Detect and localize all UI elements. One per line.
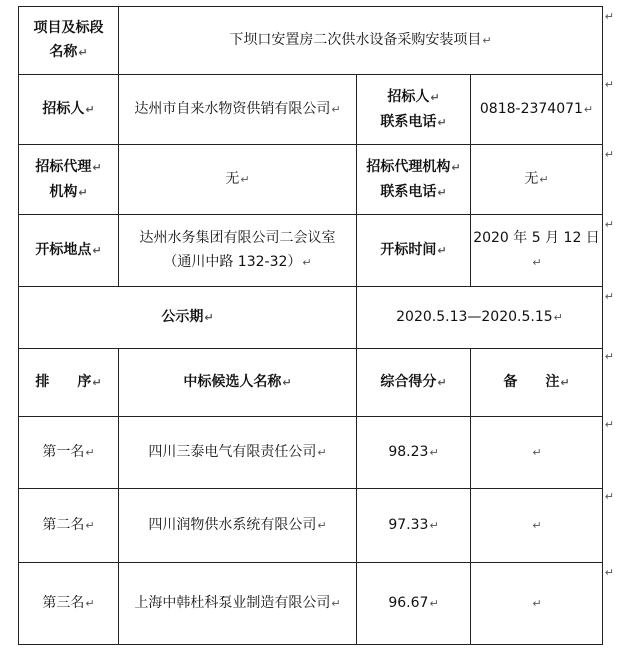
project-name: 下坝口安置房二次供水设备采购安装项目 <box>229 32 482 48</box>
tenderer-phone-label-line2: 联系电话 <box>380 113 437 130</box>
agency-phone-label-cell <box>357 145 471 215</box>
note-cell <box>471 563 603 645</box>
tenderer-phone-cell <box>471 75 603 145</box>
opening-place-label-cell <box>19 215 119 287</box>
paragraph-mark: ↵ <box>532 597 542 610</box>
paragraph-mark: ↵ <box>532 256 542 269</box>
paragraph-mark: ↵ <box>532 446 542 459</box>
name-header-cell <box>119 349 357 417</box>
opening-place-label: 开标地点 <box>35 242 92 258</box>
paragraph-mark: ↵ <box>437 244 447 257</box>
paragraph-mark: ↵ <box>437 115 447 129</box>
name-header: 中标候选人名称 <box>183 374 282 390</box>
score: 96.67 <box>388 595 429 611</box>
row-end-mark: ↵ <box>604 10 614 23</box>
agency-value-cell <box>119 145 357 215</box>
agency-row <box>19 145 603 215</box>
row-end-mark: ↵ <box>604 78 614 91</box>
agency-label-cell <box>19 145 119 215</box>
publicity-row <box>19 287 603 349</box>
publicity-value-cell <box>357 287 603 349</box>
agency-phone-label-line2: 联系电话 <box>380 183 437 200</box>
opening-time-label: 开标时间 <box>380 242 437 258</box>
paragraph-mark: ↵ <box>451 160 461 174</box>
score-header-cell <box>357 349 471 417</box>
paragraph-mark: ↵ <box>85 597 95 610</box>
agency-label-line2: 机构 <box>49 183 78 200</box>
candidate-name: 上海中韩杜科泵业制造有限公司 <box>134 595 331 611</box>
candidate-name-cell <box>119 489 357 563</box>
paragraph-mark: ↵ <box>317 446 327 459</box>
note-cell <box>471 417 603 489</box>
note-header-a: 备 <box>503 374 518 390</box>
rank: 第三名 <box>42 595 85 611</box>
candidate-name-cell <box>119 417 357 489</box>
note-cell <box>471 489 603 563</box>
paragraph-mark: ↵ <box>85 446 95 459</box>
paragraph-mark: ↵ <box>240 173 250 186</box>
opening-time: 2020 年 5 月 12 日 <box>473 230 600 246</box>
row-end-mark: ↵ <box>604 490 614 503</box>
row-end-mark: ↵ <box>604 566 614 579</box>
tenderer-label-cell <box>19 75 119 145</box>
paragraph-mark: ↵ <box>302 256 312 269</box>
paragraph-mark: ↵ <box>532 519 542 532</box>
row-end-mark: ↵ <box>604 290 614 303</box>
paragraph-mark: ↵ <box>429 597 439 610</box>
row-end-mark: ↵ <box>604 218 614 231</box>
project-row <box>19 7 603 75</box>
score: 97.33 <box>388 517 429 533</box>
opening-time-cell <box>471 215 603 287</box>
paragraph-mark: ↵ <box>92 244 102 257</box>
candidate-name: 四川三泰电气有限责任公司 <box>148 444 317 460</box>
paragraph-mark: ↵ <box>85 519 95 532</box>
tenderer-phone: 0818-2374071 <box>479 101 583 117</box>
paragraph-mark: ↵ <box>92 376 102 389</box>
tenderer-value-cell <box>119 75 357 145</box>
rank-cell <box>19 563 119 645</box>
paragraph-mark: ↵ <box>437 376 447 389</box>
tenderer-phone-label-cell <box>357 75 471 145</box>
score-cell <box>357 417 471 489</box>
rank: 第一名 <box>42 444 85 460</box>
opening-place-line1: 达州水务集团有限公司二会议室 <box>139 230 336 246</box>
agency-phone: 无 <box>524 171 539 187</box>
paragraph-mark: ↵ <box>204 311 214 324</box>
score-cell <box>357 489 471 563</box>
tenderer-row <box>19 75 603 145</box>
tenderer-phone-label-line1: 招标人 <box>387 88 430 105</box>
project-label-cell <box>19 7 119 75</box>
tenderer-label: 招标人 <box>42 101 85 117</box>
paragraph-mark: ↵ <box>92 160 102 174</box>
tenderer-name: 达州市自来水物资供销有限公司 <box>134 101 331 117</box>
paragraph-mark: ↵ <box>331 103 341 116</box>
rank-header-b: 序 <box>77 374 92 390</box>
publicity-period: 2020.5.13—2020.5.15 <box>396 309 553 325</box>
agency-phone-cell <box>471 145 603 215</box>
score: 98.23 <box>388 444 429 460</box>
paragraph-mark: ↵ <box>437 185 447 199</box>
publicity-label: 公示期 <box>161 309 204 325</box>
paragraph-mark: ↵ <box>430 90 440 104</box>
opening-time-label-cell <box>357 215 471 287</box>
rank-cell <box>19 417 119 489</box>
rank-header-cell <box>19 349 119 417</box>
rank: 第二名 <box>42 517 85 533</box>
candidate-name-cell <box>119 563 357 645</box>
score-cell <box>357 563 471 645</box>
row-end-mark: ↵ <box>604 418 614 431</box>
opening-place-line2: （通川中路 132-32） <box>163 254 302 270</box>
paragraph-mark: ↵ <box>282 376 292 389</box>
score-header: 综合得分 <box>380 374 437 390</box>
agency-phone-label-line1: 招标代理机构 <box>366 158 451 175</box>
paragraph-mark: ↵ <box>560 376 570 389</box>
paragraph-mark: ↵ <box>331 597 341 610</box>
agency-name: 无 <box>225 171 240 187</box>
agency-label-line1: 招标代理 <box>35 158 92 175</box>
candidate-name: 四川润物供水系统有限公司 <box>148 517 317 533</box>
candidate-header-row <box>19 349 603 417</box>
project-label-line2: 名称 <box>49 44 78 60</box>
paragraph-mark: ↵ <box>85 103 95 116</box>
project-label-line1: 项目及标段 <box>33 20 104 36</box>
rank-header-a: 排 <box>35 374 50 390</box>
table-row <box>19 417 603 489</box>
opening-row <box>19 215 603 287</box>
paragraph-mark: ↵ <box>429 519 439 532</box>
paragraph-mark: ↵ <box>78 46 88 59</box>
table-row <box>19 563 603 645</box>
project-value-cell <box>119 7 603 75</box>
paragraph-mark: ↵ <box>317 519 327 532</box>
paragraph-mark: ↵ <box>429 446 439 459</box>
row-end-mark: ↵ <box>604 148 614 161</box>
paragraph-mark: ↵ <box>553 311 563 324</box>
paragraph-mark: ↵ <box>583 103 594 116</box>
publicity-label-cell <box>19 287 357 349</box>
table-row <box>19 489 603 563</box>
note-header-cell <box>471 349 603 417</box>
paragraph-mark: ↵ <box>539 173 549 186</box>
row-end-mark: ↵ <box>604 350 614 363</box>
paragraph-mark: ↵ <box>482 34 492 47</box>
note-header-b: 注 <box>545 374 560 390</box>
rank-cell <box>19 489 119 563</box>
opening-place-cell <box>119 215 357 287</box>
bid-result-table <box>18 6 603 645</box>
paragraph-mark: ↵ <box>78 185 88 199</box>
